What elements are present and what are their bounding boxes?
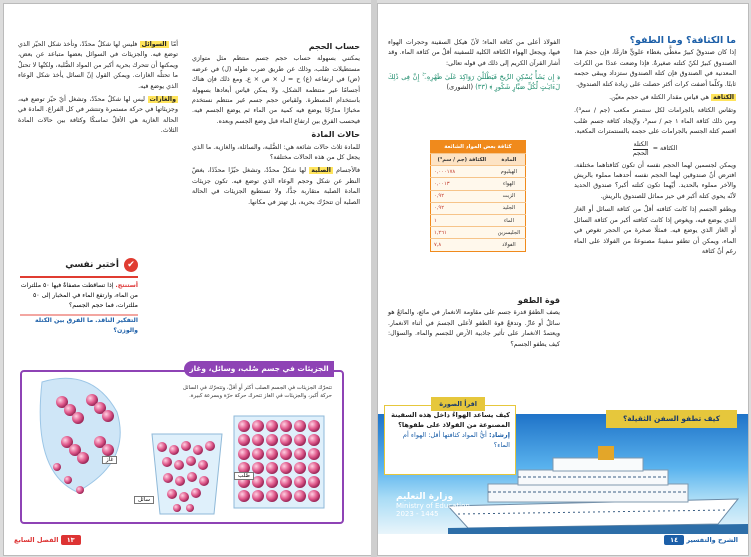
ministry-logo-english: Ministry of Education (396, 502, 470, 510)
left-footer-label: الفصل السابع (14, 536, 59, 544)
gas-paragraph: والغازات ليس لها شكلٌ محدّدٌ، وتشغل أيّ حيّز توضع فيه، وجزيئاتها في حركة مستمرة وتنتشر في كل الفراغ. المادة في الحالة الغازية هي الأقلّ تماسكًا وكثافة بين حالات المادة الثلاث. (18, 96, 178, 135)
states-text: للمادة ثلاث حالات شائعة هي: الصُّلبة، والسائلة، والغازية. ما الذي يجعل كل من هذه الحالات مختلفة؟ (192, 143, 360, 162)
right-footer (664, 535, 738, 549)
figure-title: الجزيئات في جسم صُلب، وسائل، وغاز (184, 361, 334, 377)
right-footer-label: الشرح والتفسير (686, 536, 738, 544)
read-image-tag: اقرأ الصورة (431, 397, 485, 411)
ministry-logo (396, 492, 470, 518)
read-image-question: كيف يساعد الهواءُ داخل هذه السفينة المصنوعة من الفولاذ على طفوها؟ (391, 411, 510, 429)
left-page-right-column (192, 40, 360, 211)
read-image-hint: إرشاد: أيُّ المواد كثافتها أقل: الهواء أم الماء؟ (402, 431, 510, 449)
label-liquid: سائل (134, 496, 154, 504)
solid-paragraph: فالأجسام الصلبة لها شكلٌ محدّدٌ، وتشغل حيّزًا محدّدًا، بغضّ النظر عن شكل وحجم الوعاء الذي توضع فيه. تكون جزيئات المادة الصلبة متقاربة جدًّا، ولا تستطيع الجزيئات في الحالة الصلبة أن تتحرّك بحرية، بل تهتز في مكانها. (192, 167, 360, 206)
solid-term: الصلبة (311, 167, 331, 175)
read-image-box (384, 400, 516, 475)
buoyancy-section (388, 294, 560, 353)
table-row: الهيليوم ٠,٠٠٠١٧٨ (431, 166, 526, 178)
liquid-paragraph: أمّا السوائل فليس لها شكلٌ محدّدٌ، وتأخذ شكل الحيّز الذي توضع فيه. والجزيئات في السوائل بعضها متباعد عن بعض، ويمكنها أن تتحرك بحرية أكبر من المواد الصُّلبة، ولكنّها لا تحتلّ ما تحتلّه الغازات. ويمكن القول إنّ السائل يأخذ شكل الوعاء الذي يوضع فيه. (18, 41, 178, 90)
table-row: الفولاذ ٧,٨ (431, 239, 526, 251)
table-row: الهواء ٠,٠٠١٣ (431, 178, 526, 190)
quran-verse: ﴿ إِن يَشَأْ يُسْكِنِ الرِّيحَ فَيَظْلَلْنَ رَوَاكِدَ عَلَىٰ ظَهْرِهِۦٓ ۚ إِنَّ فِى ذَٰلِكَ لَءَايَـٰتٍ لِّكُلِّ صَبَّارٍ شَكُورٍ ﴾ (٣٣) (الشورى) (388, 73, 560, 92)
molecules-illustration (22, 372, 342, 522)
compare-paragraph: ويمكن لجسمين لهما الحجم نفسه أن تكون كثافتاهما مختلفة. افترض أنّ صندوقين لهما الحجم نفسه أحدهما مملوء بالريش والآخر مملوء بالحديد. أيّهما تكون كتلته أكبر؟ صندوق الحديد لأنّه يحوي كتلة أكبر في حيز مماثل للصندوق بالريش. (574, 161, 736, 200)
right-page-number: ١٤ (664, 535, 684, 545)
table-row: الجليسرين ١,٢٦١ (431, 227, 526, 239)
table-head-density: الكثافة (جم / سم³) (431, 154, 493, 166)
label-gas: غاز (102, 456, 117, 464)
table-row: الزيت ٠,٩٢ (431, 190, 526, 202)
density-table (430, 140, 526, 252)
volume-text: يمكنني بسهولة حساب حجم جسم منتظم مثل متوازي مستطيلات صُلب، وذلك عن طريق ضرب طوله (ل) في عرضه (ض) في ارتفاعه (ع) ح = ل × ض × ع. ومع ذلك فإن هناك أجسامًا غير منتظمة الشكل، ولا يمكن قياس أبعادها بسهولة باستخدام المسطرة. ولقياس حجم جسم غير منتظم نستخدم مخبارًا مدرّجًا يوضع فيه كمية من الماء ثم يوضع الجسم فيه. فيحسب الفرق بين ارتفاع الماء قبل وضع الجسم وبعده. (192, 55, 360, 125)
self-check-title: أختبر نفسي (65, 260, 119, 270)
density-definition: الكثافة هي قياس مقدار الكتلة في حجم معيّن. (609, 94, 734, 102)
left-footer (14, 535, 81, 549)
ministry-logo-arabic: وزارة التعليم (396, 492, 454, 502)
self-check-box (20, 258, 138, 336)
states-heading: حالات المادة (311, 130, 360, 140)
density-formula: الكثافة = الكتلة الحجم (632, 140, 678, 157)
left-page-number: ١٣ (61, 535, 81, 545)
self-check-q1: أستنتج. إذا تساقطت مصفاةٌ فيها ٥٠ مللترات من الماء، وارتفع الماء في المخبار إلى ٥٠ مللترات، فما حجم الجسم؟ (20, 282, 138, 309)
left-page (3, 3, 373, 556)
right-page (377, 3, 749, 556)
logo-year: 2023 - 1445 (396, 510, 439, 518)
self-check-q2: التفكير الناقد. ما الفرق بين الكتلة والوزن؟ (35, 317, 138, 334)
volume-heading: حساب الحجم (308, 42, 360, 51)
table-title: كثافة بعض المواد الشائعة (431, 141, 526, 154)
intro-paragraph: إذا كان صندوقٌ كبيرٌ مغطًّى بغطاء علويٍّ فارغًا، فإن حجمَ هذا الصندوق كبيرٌ لكنّ كتلته صغيرةٌ. فإذا وضعت عددًا من الكرات المعدنية في الصندوق فإن كتلة الصندوق ستزداد ويبقى حجمه ثابتًا. وكلّما أضفت كرات أكثر حصلت على زيادة كتلة الصندوق. (574, 49, 736, 88)
liquid-term: السوائل (141, 41, 167, 48)
steel-paragraph: الفولاذ أعلى من كثافة الماء؛ لأنّ هيكل السفينة وحجرات الهواء فيها، ويجعل الهواء الكثافة الكلية للسفينة أقلّ من كثافة الماء. وقد أشار القرآن الكريم إلى ذلك في قوله تعالى: (388, 39, 560, 67)
density-heading: ما الكثافة؟ وما الطفو؟ (629, 35, 736, 46)
states-of-matter-figure (20, 370, 344, 524)
right-page-right-column (574, 34, 736, 260)
left-page-left-column (18, 40, 178, 140)
density-term: الكثافة (712, 94, 734, 102)
buoyancy-heading: قوة الطفو (517, 296, 560, 305)
gas-term: والغازات (149, 96, 176, 104)
table-head-material: المادة (493, 154, 526, 166)
right-page-left-column (388, 38, 560, 95)
checkmark-icon: ✔ (124, 258, 138, 272)
banner-heading: كيف تطفو السفن الثقيلة؟ (606, 410, 737, 428)
density-units-paragraph: وتقاس الكثافة بالجرامات لكل سنتمتر مكعب (جم / سم³). ومن ذلك كثافة الماء ١ جم / سم³، ولإيجاد كثافة جسم صُلب اقسم كتلة الجسم بالجرامات على حجمه بالسنتمترات المكعبة. (574, 107, 737, 136)
label-solid: صُلب (234, 472, 254, 480)
figure-caption: تتحرّك الجزيئات في الجسم الصلب أكثر أو أقلّ، وتتحرّك في السائل حركة أكبر، والجزيئات في الغاز تتحرك حركة حرّة وبسرعة كبيرة. (182, 385, 332, 399)
float-paragraph: ويطفو الجسم إذا كانت كثافته أقلّ من كثافة السائل أو الغاز الذي يوضع فيه، ويغوص إذا كانت كثافته أكبر من كثافة السائل أو الغاز الذي يوضع فيه. فمثلًا صخرة من الحجر تغوص في الماء، ويمكن أن تطفو سفينةٌ مصنوعةٌ من الفولاذ على الماء رغم أنّ كثافة (574, 206, 736, 255)
table-row: الجليد ٠,٩٢ (431, 202, 526, 214)
buoyancy-text: يصف الطفوُ قدرة جسم على مقاومة الانغمار في مائع، والمائعُ هو سائلٌ أو غازٌ. وتدفعُ قوة الطفو لأعلى الجسمَ في أثناء الانغمار. ويعتمدُ الانغمار على تأثير جاذبية الأرض للجسم والماء. والسؤال: كيف يطفو الجسم؟ (388, 309, 560, 348)
table-row: الماء ١ (431, 214, 526, 226)
